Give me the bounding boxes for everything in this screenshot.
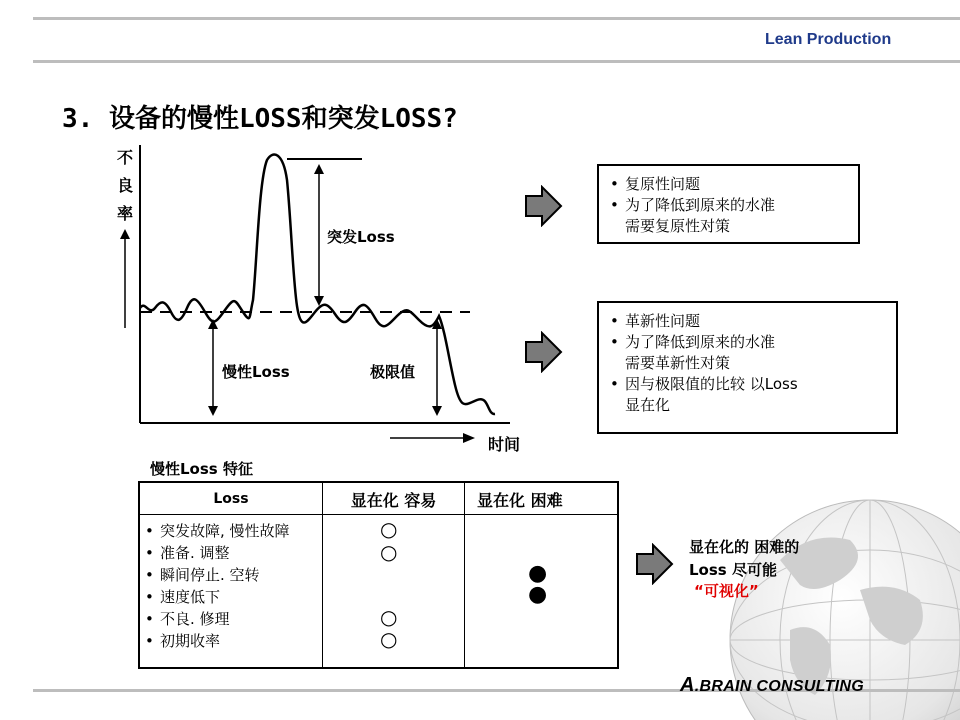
y-label-char-3: 率 (117, 204, 134, 223)
footer-brand-letter: A (680, 674, 695, 696)
x-axis-label: 时间 (488, 435, 521, 454)
easy-mark-5: ○ (380, 605, 398, 629)
sudden-loss-arrow-head-top (314, 164, 324, 174)
table-caption: 慢性Loss 特征 (150, 460, 253, 478)
table-row: • 准备. 调整 (142, 542, 324, 564)
easy-mark-2: ○ (380, 540, 398, 564)
chronic-loss-arrow-head-bottom (208, 406, 218, 416)
table-row: • 突发故障, 慢性故障 (142, 520, 324, 542)
table-header-easy: 显在化 容易 (350, 491, 437, 510)
header-rule-top (33, 17, 960, 20)
hard-mark-4: ● (528, 582, 548, 607)
loss-chart (115, 140, 535, 450)
arrow-to-conclusion-icon (635, 543, 675, 585)
top-box-item-2: • 为了降低到原来的水准 需要复原性对策 (607, 195, 850, 237)
chronic-loss-label: 慢性Loss (222, 363, 290, 381)
y-arrow-head (120, 229, 130, 239)
conclusion-line-1: 显在化的 困难的 (689, 538, 800, 556)
bottom-box-item-1: • 革新性问题 (607, 311, 888, 332)
easy-mark-6: ○ (380, 627, 398, 651)
y-label-char-2: 良 (117, 176, 134, 195)
page-title: 3. 设备的慢性LOSS和突发LOSS? (62, 104, 458, 134)
loss-curve (140, 155, 495, 415)
table-header-rule (140, 514, 617, 515)
limit-value-label: 极限值 (370, 363, 416, 381)
footer-brand-rest: .BRAIN CONSULTING (694, 678, 864, 695)
table-header-loss: Loss (213, 491, 249, 507)
sudden-loss-label: 突发Loss (327, 228, 395, 246)
y-label-char-1: 不 (117, 148, 134, 167)
restorative-problem-box (597, 164, 860, 244)
top-box-item-1: • 复原性问题 (607, 174, 850, 195)
table-row: • 瞬间停止. 空转 (142, 564, 324, 586)
table-row: • 速度低下 (142, 586, 324, 608)
table-row: • 初期收率 (142, 630, 324, 652)
x-arrow-head (463, 433, 475, 443)
conclusion-line-3: “可视化” (694, 582, 759, 600)
arrow-to-top-box-icon (524, 185, 564, 227)
table-row: • 不良. 修理 (142, 608, 324, 630)
chronic-loss-table (138, 481, 619, 669)
arrow-to-bottom-box-icon (524, 331, 564, 373)
table-row-labels (142, 520, 324, 652)
bottom-box-item-2: • 为了降低到原来的水准 需要革新性对策 (607, 332, 888, 374)
easy-mark-1: ○ (380, 517, 398, 541)
header-brand: Lean Production (765, 31, 892, 48)
table-header-hard: 显在化 困难 (477, 491, 563, 510)
innovative-problem-box (597, 301, 898, 434)
bottom-box-item-3: • 因与极限值的比较 以Loss 显在化 (607, 374, 888, 416)
header-rule-bottom (33, 60, 960, 63)
hard-mark-3: ● (528, 561, 548, 586)
limit-value-arrow-head-bottom (432, 406, 442, 416)
conclusion-line-2: Loss 尽可能 (689, 561, 777, 579)
footer-brand (680, 674, 864, 697)
